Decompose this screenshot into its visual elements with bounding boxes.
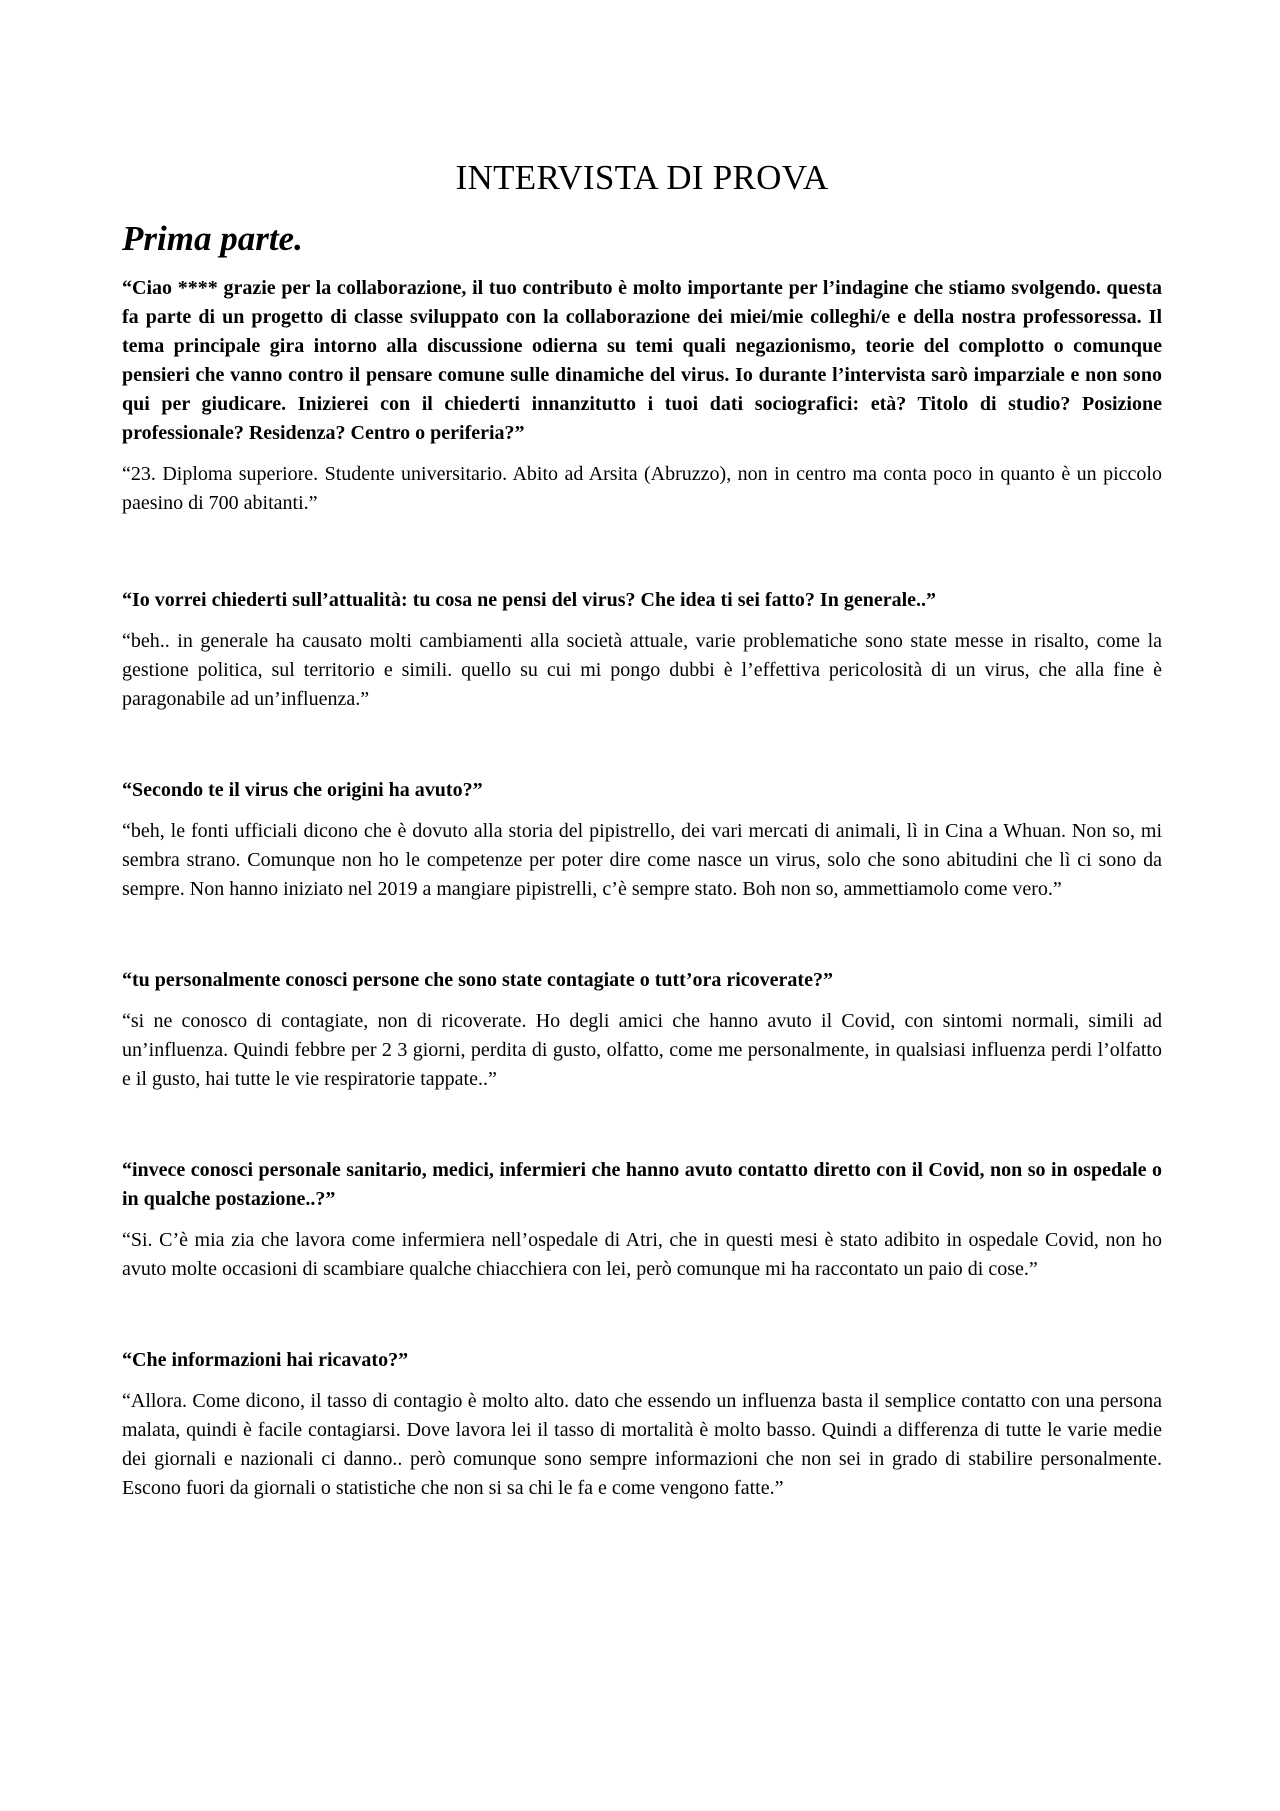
interview-question: “Che informazioni hai ricavato?” bbox=[122, 1349, 409, 1371]
interview-answer: “23. Diploma superiore. Studente universitario. Abito ad Arsita (Abruzzo), non in centro ma conta poco in quanto è un piccolo paesino di 700 abitanti.” bbox=[122, 463, 1162, 514]
interview-question: “invece conosci personale sanitario, medici, infermieri che hanno avuto contatto diretto con il Covid, non so in ospedale o in qualche postazione..?” bbox=[122, 1159, 1162, 1210]
interview-answer: “beh.. in generale ha causato molti cambiamenti alla società attuale, varie problematiche sono state messe in risalto, come la gestione politica, sul territorio e simili. quello su cui mi pongo dubbi è l’effettiva pericolosità di un virus, che alla fine è paragonabile ad un’influenza.” bbox=[122, 630, 1162, 710]
interview-question: “Ciao **** grazie per la collaborazione, il tuo contributo è molto importante per l’indagine che stiamo svolgendo. questa fa parte di un progetto di classe sviluppato con la collaborazione dei miei/mie colleghi/e e della nostra professoressa. Il tema principale gira intorno alla discussione odierna su temi quali negazionismo, teorie del complotto o comunque pensieri che vanno contro il pensare comune sulle dinamiche del virus. Io durante l’intervista sarò imparziale e non sono qui per giudicare. Inizierei con il chiederti innanzitutto i tuoi dati sociografici: età? Titolo di studio? Posizione professionale? Residenza? Centro o periferia?” bbox=[122, 277, 1162, 444]
interview-answer: “beh, le fonti ufficiali dicono che è dovuto alla storia del pipistrello, dei vari mercati di animali, lì in Cina a Whuan. Non so, mi sembra strano. Comunque non ho le competenze per poter dire come nasce un virus, solo che sono abitudini che lì ci sono da sempre. Non hanno iniziato nel 2019 a mangiare pipistrelli, c’è sempre stato. Boh non so, ammettiamolo come vero.” bbox=[122, 820, 1162, 900]
interview-question: “Secondo te il virus che origini ha avuto?” bbox=[122, 779, 483, 801]
interview-answer: “Si. C’è mia zia che lavora come infermiera nell’ospedale di Atri, che in questi mesi è stato adibito in ospedale Covid, non ho avuto molte occasioni di scambiare qualche chiacchiera con lei, però comunque mi ha raccontato un paio di cose.” bbox=[122, 1229, 1162, 1280]
document-title: INTERVISTA DI PROVA bbox=[455, 158, 829, 197]
interview-question: “Io vorrei chiederti sull’attualità: tu cosa ne pensi del virus? Che idea ti sei fatto? In generale..” bbox=[122, 589, 937, 611]
qa-block bbox=[122, 776, 1162, 904]
section-title: Prima parte. bbox=[122, 219, 303, 258]
qa-block bbox=[122, 274, 1162, 518]
qa-block bbox=[122, 586, 1162, 714]
interview-question: “tu personalmente conosci persone che sono state contagiate o tutt’ora ricoverate?” bbox=[122, 969, 833, 991]
document-page bbox=[122, 150, 1162, 1565]
interview-answer: “si ne conosco di contagiate, non di ricoverate. Ho degli amici che hanno avuto il Covid, con sintomi normali, simili ad un’influenza. Quindi febbre per 2 3 giorni, perdita di gusto, olfatto, come me personalmente, in qualsiasi influenza perdi l’olfatto e il gusto, hai tutte le vie respiratorie tappate..” bbox=[122, 1010, 1162, 1090]
qa-block bbox=[122, 966, 1162, 1094]
qa-block bbox=[122, 1346, 1162, 1503]
qa-block bbox=[122, 1156, 1162, 1284]
interview-answer: “Allora. Come dicono, il tasso di contagio è molto alto. dato che essendo un influenza basta il semplice contatto con una persona malata, quindi è facile contagiarsi. Dove lavora lei il tasso di mortalità è molto basso. Quindi a differenza di tutte le varie medie dei giornali e nazionali ci danno.. però comunque sono sempre informazioni che non sei in grado di stabilire personalmente. Escono fuori da giornali o statistiche che non si sa chi le fa e come vengono fatte.” bbox=[122, 1390, 1162, 1499]
